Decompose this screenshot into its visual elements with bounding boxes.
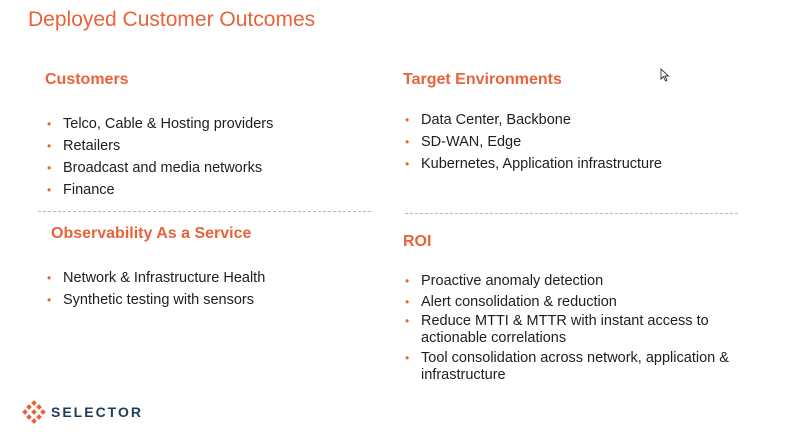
bullet-icon: • [405,113,410,127]
bullet-icon: • [47,139,52,153]
observability-list [45,267,375,311]
bullet-icon: • [405,351,410,365]
bullet-icon: • [405,314,410,328]
observability-heading: Observability As a Service [51,225,252,242]
targets-heading: Target Environments [403,71,562,88]
bullet-icon: • [47,161,52,175]
divider-right [405,213,738,214]
bullet-icon: • [47,183,52,197]
list-item: • Data Center, Backbone [403,109,763,131]
mouse-cursor-icon [660,68,670,82]
list-item: • SD-WAN, Edge [403,131,763,153]
bullet-icon: • [405,274,410,288]
list-item: • Proactive anomaly detection [405,273,604,289]
bullet-icon: • [405,157,410,171]
list-item: • Reduce MTTI & MTTR with instant access to actionable correlations [405,313,709,346]
targets-list [403,109,763,175]
customers-heading: Customers [45,71,129,88]
divider-left [38,211,371,212]
bullet-icon: • [405,135,410,149]
list-item: • Network & Infrastructure Health [45,267,375,289]
bullet-icon: • [405,295,410,309]
list-item: • Broadcast and media networks [45,157,375,179]
bullet-icon: • [47,293,52,307]
bullet-icon: • [47,271,52,285]
bullet-icon: • [47,117,52,131]
list-item: • Synthetic testing with sensors [45,289,375,311]
list-item: • Kubernetes, Application infrastructure [403,153,763,175]
slide-title: Deployed Customer Outcomes [28,8,316,31]
customers-list [45,113,375,201]
list-item: • Tool consolidation across network, application & infrastructure [405,350,729,383]
list-item: • Finance [45,179,375,201]
list-item: • Alert consolidation & reduction [405,294,617,310]
list-item: • Telco, Cable & Hosting providers [45,113,375,135]
selector-logo-icon [22,400,46,424]
list-item: • Retailers [45,135,375,157]
roi-list [403,271,733,384]
roi-heading: ROI [403,233,432,250]
selector-logo [22,400,143,424]
logo-text: SELECTOR [51,404,143,420]
